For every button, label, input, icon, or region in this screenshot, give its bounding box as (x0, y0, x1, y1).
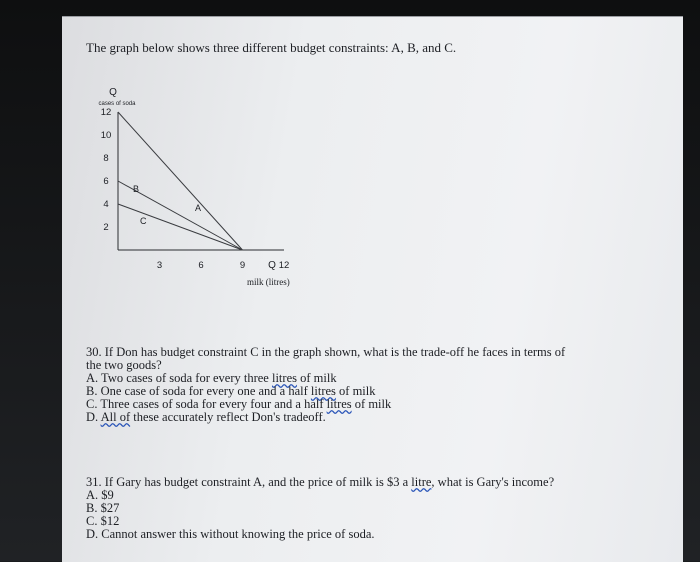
y-tick-label: 4 (103, 199, 109, 210)
y-tick-label: 12 (100, 107, 112, 118)
line-label-b: B (133, 184, 140, 194)
intro-text: The graph below shows three different budget constraints: A, B, and C. (86, 40, 457, 55)
x-tick-label: 9 (239, 260, 246, 271)
y-tick-label: 2 (103, 222, 109, 233)
budget-constraint-chart (86, 84, 316, 294)
y-tick-label: 6 (103, 176, 109, 187)
y-ticks (101, 107, 112, 233)
question30-option: C. Three cases of soda for every four and a half litres of milk (86, 397, 392, 411)
y-axis-letter: Q (109, 87, 117, 98)
y-tick-label: 10 (100, 130, 112, 141)
question31-option: D. Cannot answer this without knowing the price of soda. (86, 527, 375, 541)
x-axis-label: milk (litres) (247, 277, 290, 287)
question31-option: B. $27 (86, 501, 120, 515)
x-tick-label: 12 (278, 260, 290, 271)
x-tick-label: 6 (198, 260, 204, 271)
question31-option: A. $9 (86, 488, 114, 502)
question30-option: A. Two cases of soda for every three litres of milk (86, 371, 337, 385)
line-label-a: A (195, 203, 202, 213)
question31-stem: 31. If Gary has budget constraint A, and the price of milk is $3 a litre, what is Gary's income? (86, 475, 555, 489)
question30-stem-line2: the two goods? (86, 358, 162, 372)
question30-option: D. All of these accurately reflect Don's tradeoff. (86, 410, 326, 424)
question30-option: B. One case of soda for every one and a half litres of milk (86, 384, 376, 398)
question30-stem-line1: 30. If Don has budget constraint C in the graph shown, what is the trade-off he faces in terms of (86, 345, 566, 359)
y-tick-label: 8 (103, 153, 109, 164)
x-tick-label: 3 (156, 260, 163, 271)
series-lines (118, 112, 243, 250)
budget-line-a (118, 112, 243, 250)
question31-option: C. $12 (86, 514, 120, 528)
y-axis-label: cases of soda (98, 101, 136, 107)
x-axis-letter: Q (268, 260, 276, 271)
line-label-c: C (140, 216, 147, 226)
budget-line-c (118, 204, 243, 250)
